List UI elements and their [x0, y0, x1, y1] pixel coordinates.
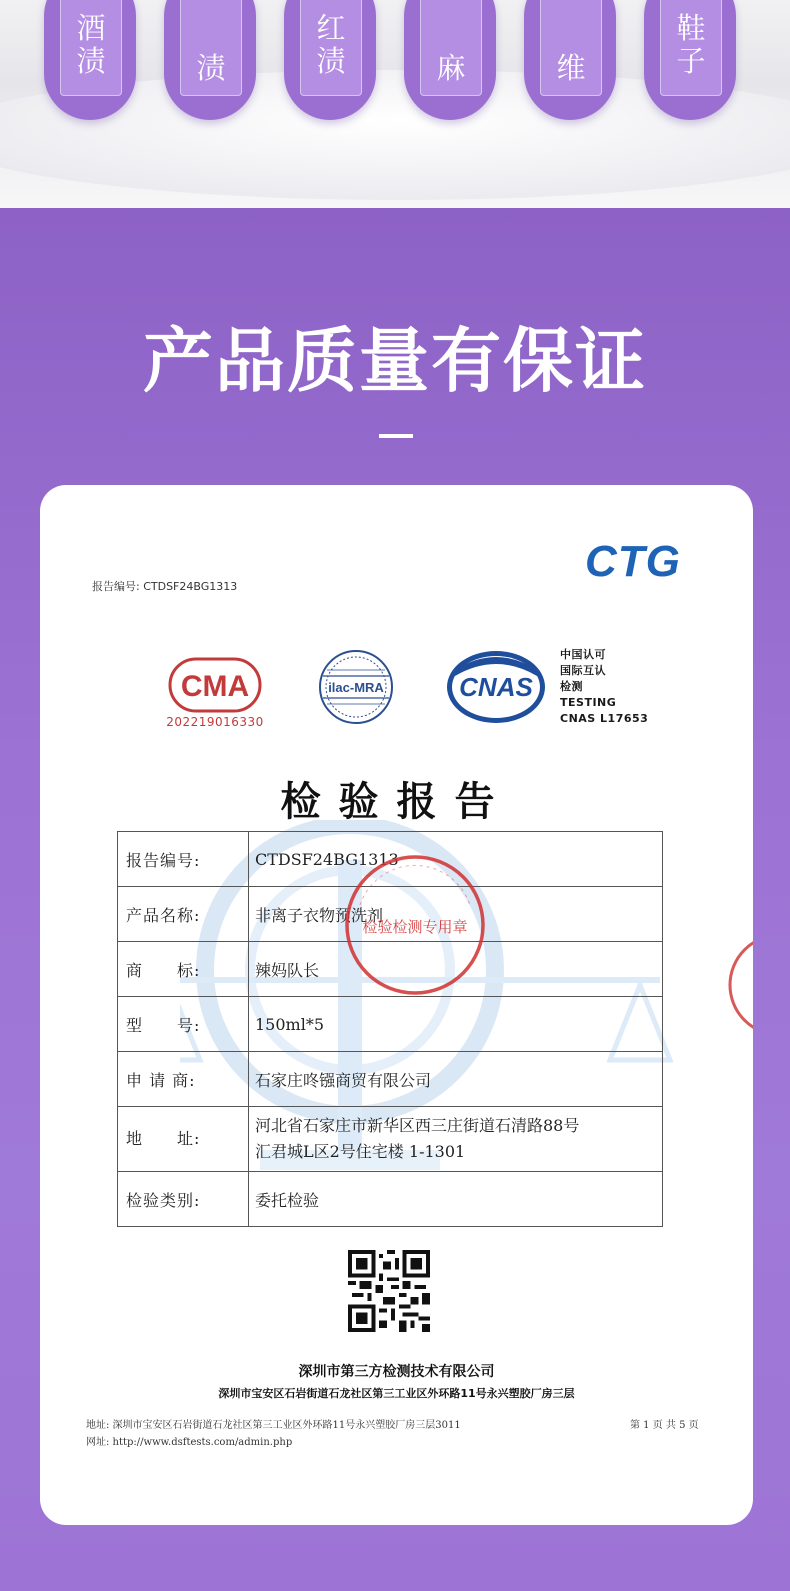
- page-number: 第 1 页 共 5 页: [630, 1420, 699, 1431]
- field-value: 辣妈队长: [249, 942, 663, 997]
- field-label: 报告编号:: [118, 832, 249, 887]
- field-label: 地 址:: [118, 1107, 249, 1172]
- cnas-logo: [445, 648, 547, 726]
- stain-pill-shoes: [644, 0, 736, 120]
- cnas-line: 中国认可: [560, 648, 606, 661]
- edge-stamp: [725, 930, 753, 1040]
- cnas-accreditation-text: [560, 647, 648, 727]
- field-label: 产品名称:: [118, 887, 249, 942]
- pill-text: 子: [676, 44, 706, 78]
- cma-logo-text: CMA: [180, 670, 250, 703]
- field-label: 商 标:: [118, 942, 249, 997]
- pill-text: 渍: [316, 44, 346, 78]
- address-line: 汇君城L区2号住宅楼 1-1301: [255, 1142, 466, 1161]
- ilac-mra-logo: [317, 648, 395, 726]
- company-name: 深圳市第三方检测技术有限公司: [298, 1364, 495, 1380]
- cnas-line: 国际互认: [560, 664, 606, 677]
- pill-text: 酒: [76, 11, 106, 45]
- official-stamp: [340, 850, 490, 1000]
- cnas-line: TESTING: [560, 696, 617, 709]
- field-value: 委托检验: [249, 1172, 663, 1227]
- cma-number: 202219016330: [166, 715, 264, 729]
- cnas-line: 检测: [560, 680, 583, 693]
- title-divider: [379, 434, 413, 438]
- stain-pill-2: [164, 0, 256, 120]
- field-value: 150ml*5: [249, 997, 663, 1052]
- field-label: 检验类别:: [118, 1172, 249, 1227]
- table-row: [118, 997, 663, 1052]
- pill-text: 渍: [76, 44, 106, 78]
- stain-pill-red: [284, 0, 376, 120]
- footer-address: 地址: 深圳市宝安区石岩街道石龙社区第三工业区外环路11号永兴塑胶厂房三层3011: [86, 1420, 461, 1431]
- stain-pill-hemp: [404, 0, 496, 120]
- pill-text: 维: [556, 51, 586, 85]
- top-banner: [0, 0, 790, 208]
- footer-website: 网址: http://www.dsftests.com/admin.php: [86, 1437, 293, 1448]
- table-row: [118, 1172, 663, 1227]
- pill-text: 鞋: [676, 11, 706, 45]
- field-label: 型 号:: [118, 997, 249, 1052]
- cma-logo: [168, 655, 262, 715]
- field-value: 石家庄咚镪商贸有限公司: [249, 1052, 663, 1107]
- table-row: [118, 1052, 663, 1107]
- field-value: [249, 1107, 663, 1172]
- field-value: CTDSF24BG1313: [249, 832, 663, 887]
- qr-code: [348, 1250, 430, 1332]
- table-row: [118, 1107, 663, 1172]
- ilac-logo-text: ilac-MRA: [328, 680, 384, 695]
- ctg-logo: CTG: [585, 537, 681, 586]
- company-address: 深圳市宝安区石岩街道石龙社区第三工业区外环路11号永兴塑胶厂房三层: [218, 1387, 575, 1400]
- pill-text: 渍: [196, 51, 226, 85]
- stain-pill-fiber: [524, 0, 616, 120]
- report-number-header: 报告编号: CTDSF24BG1313: [92, 580, 238, 593]
- cnas-line: CNAS L17653: [560, 712, 649, 725]
- field-label: 申 请 商:: [118, 1052, 249, 1107]
- stamp-text: 检验检测专用章: [362, 918, 468, 936]
- field-value: 非离子衣物预洗剂: [249, 887, 663, 942]
- pill-text: 麻: [436, 51, 466, 85]
- pill-text: 红: [316, 11, 346, 45]
- cnas-logo-text: CNAS: [459, 672, 533, 702]
- address-line: 河北省石家庄市新华区西三庄街道石清路88号: [255, 1116, 580, 1135]
- stain-pill-wine: [44, 0, 136, 120]
- report-title: 检验报告: [280, 778, 513, 825]
- certificate-card: [40, 485, 753, 1525]
- section-title: 产品质量有保证: [143, 320, 647, 402]
